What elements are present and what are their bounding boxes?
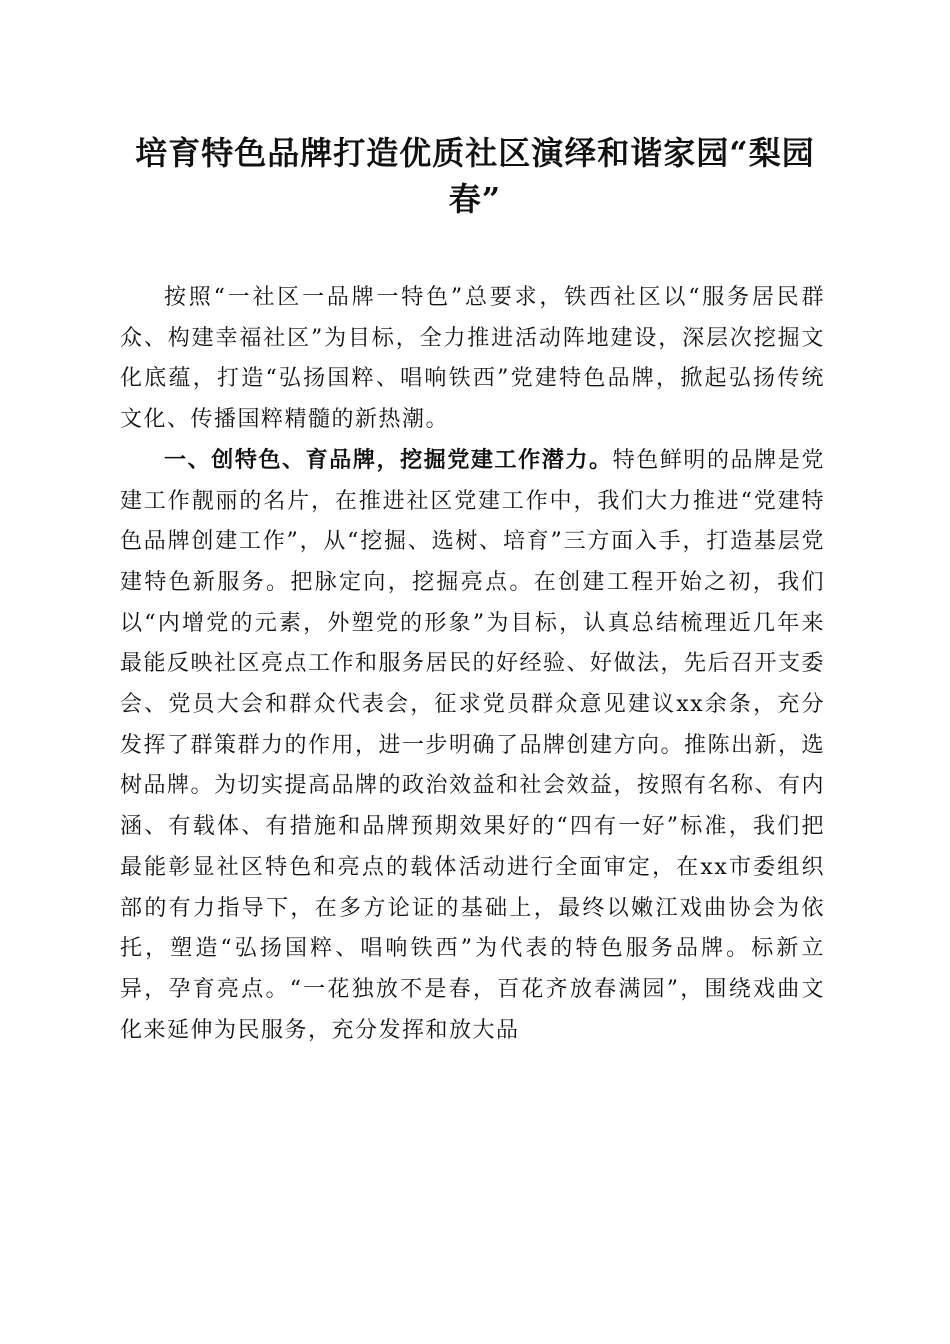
section-1-heading: 一、创特色、育品牌，挖掘党建工作潜力。 (164, 447, 613, 473)
intro-paragraph: 按照“一社区一品牌一特色”总要求，铁西社区以“服务居民群众、构建幸福社区”为目标，全力推进活动阵地建设，深层次挖掘文化底蕴，打造“弘扬国粹、唱响铁西”党建特色品牌，掀起弘扬传统文化、传播国粹精髓的新热潮。 (120, 285, 825, 433)
document-body (120, 278, 825, 1051)
section-1-paragraph (120, 441, 825, 1052)
document-title: 培育特色品牌打造优质社区演绎和谐家园“梨园春” (135, 134, 815, 218)
section-1-text: 特色鲜明的品牌是党建工作靓丽的名片，在推进社区党建工作中，我们大力推进“党建特色品牌创建工作”，从“挖掘、选树、培育”三方面入手，打造基层党建特色新服务。把脉定向，挖掘亮点。在创建工程开始之初，我们以“内增党的元素，外塑党的形象”为目标，认真总结梳理近几年来最能反映社区亮点工作和服务居民的好经验、好做法，先后召开支委会、党员大会和群众代表会，征求党员群众意见建议xx余条，充分发挥了群策群力的作用，进一步明确了品牌创建方向。推陈出新，选树品牌。为切实提高品牌的政治效益和社会效益，按照有名称、有内涵、有载体、有措施和品牌预期效果好的“四有一好”标准，我们把最能彰显社区特色和亮点的载体活动进行全面审定，在xx市委组织部的有力指导下，在多方论证的基础上，最终以嫩江戏曲协会为依托，塑造“弘扬国粹、唱响铁西”为代表的特色服务品牌。标新立异，孕育亮点。“一花独放不是春，百花齐放春满园”，围绕戏曲文化来延伸为民服务，充分发挥和放大品 (120, 447, 826, 1043)
